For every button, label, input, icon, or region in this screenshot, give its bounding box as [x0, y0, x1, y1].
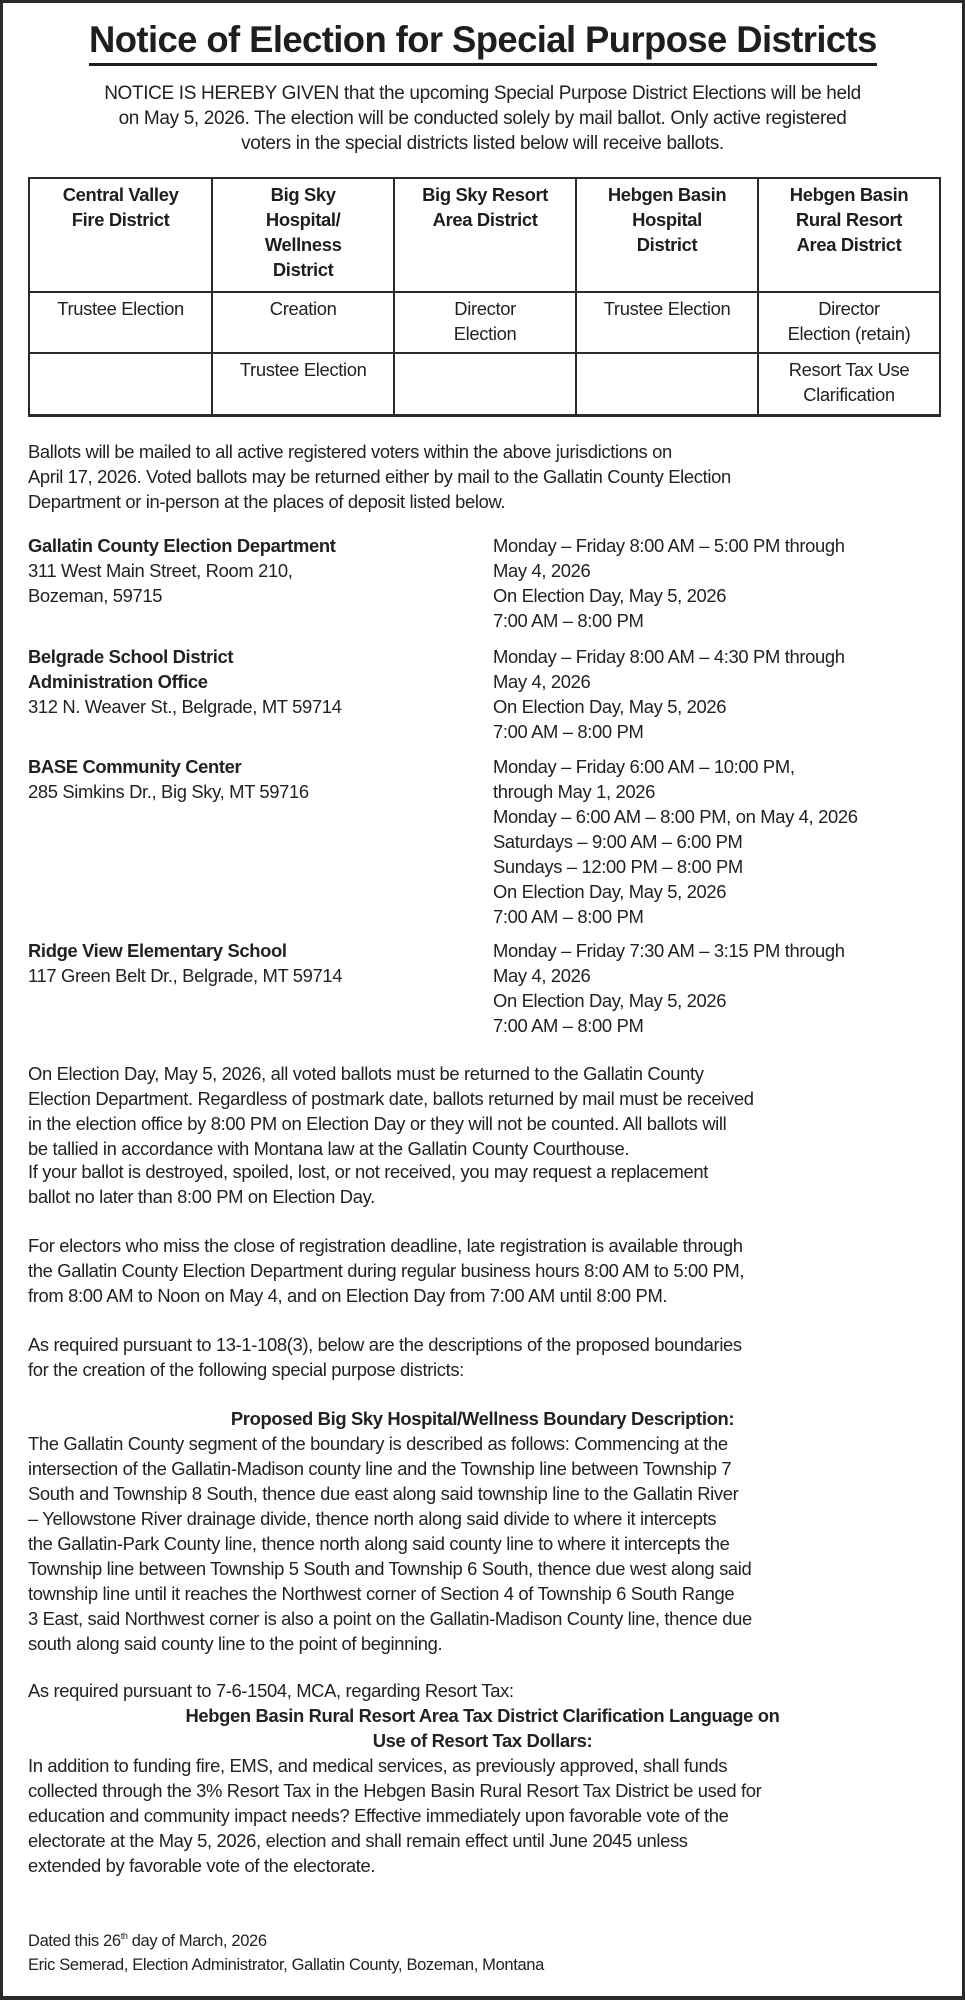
district-header-line: Area District: [432, 209, 538, 230]
ballots-line: Ballots will be mailed to all active registered voters within the above jurisdictions on: [28, 441, 672, 462]
resort-tax-heading-line: Use of Resort Tax Dollars:: [372, 1730, 593, 1751]
boundary-line: intersection of the Gallatin-Madison county line and the Township line between Township 7: [28, 1458, 732, 1479]
ballots-line: Department or in-person at the places of deposit listed below.: [28, 491, 506, 512]
boundary-heading: [3, 1406, 962, 1431]
location-hours-line: through May 1, 2026: [493, 781, 656, 802]
late-registration-paragraph: [28, 1233, 744, 1308]
location-address-block: [28, 938, 342, 988]
boundary-heading-text: Proposed Big Sky Hospital/Wellness Boundary Description:: [230, 1408, 735, 1429]
dated-ordinal: th: [120, 1931, 128, 1941]
boundaries-intro-line: As required pursuant to 13-1-108(3), below are the descriptions of the proposed boundaries: [28, 1334, 742, 1355]
boundary-line: township line until it reaches the Northwest corner of Section 4 of Township 6 South Range: [28, 1583, 735, 1604]
late-registration-line: from 8:00 AM to Noon on May 4, and on Election Day from 7:00 AM until 8:00 PM.: [28, 1285, 668, 1306]
location-hours-line: Monday – Friday 8:00 AM – 5:00 PM through: [493, 535, 845, 556]
dated-suffix: day of March, 2026: [127, 1932, 267, 1950]
boundary-line: The Gallatin County segment of the boundary is described as follows: Commencing at the: [28, 1433, 728, 1454]
boundary-line: Township line between Township 5 South and Township 6 South, thence due west along said: [28, 1558, 752, 1579]
table-row: [29, 353, 940, 415]
resort-tax-line: education and community impact needs? Effective immediately upon favorable vote of the: [28, 1805, 729, 1826]
election-type-cell: [394, 353, 576, 415]
location-hours-line: May 4, 2026: [493, 965, 591, 986]
boundary-line: South and Township 8 South, thence due east along said township line to the Gallatin River: [28, 1483, 739, 1504]
election-type-cell: [758, 353, 940, 415]
election-type-line: Trustee Election: [603, 297, 731, 319]
resort-tax-line: In addition to funding fire, EMS, and medical services, as previously approved, shall funds: [28, 1755, 728, 1776]
election-day-line: On Election Day, May 5, 2026, all voted ballots must be returned to the Gallatin County: [28, 1063, 704, 1084]
location-address: 117 Green Belt Dr., Belgrade, MT 59714: [28, 965, 343, 986]
location-hours-line: Monday – Friday 8:00 AM – 4:30 PM through: [493, 646, 845, 667]
resort-tax-heading: [3, 1703, 962, 1753]
location-address-block: [28, 644, 342, 719]
election-day-line: Election Department. Regardless of postmark date, ballots returned by mail must be received: [28, 1088, 754, 1109]
district-header-line: Big Sky Resort: [422, 184, 549, 205]
district-header-line: Hospital: [632, 209, 702, 230]
dated-prefix: Dated this 26: [28, 1932, 121, 1950]
boundary-line: – Yellowstone River drainage divide, thence north along said divide to where it intercepts: [28, 1508, 717, 1529]
replacement-line: If your ballot is destroyed, spoiled, lost, or not received, you may request a replacement: [28, 1161, 708, 1182]
intro-paragraph: [3, 81, 962, 156]
district-header-line: Hebgen Basin: [789, 184, 909, 205]
location-name: Gallatin County Election Department: [28, 535, 336, 556]
location-hours-line: Monday – Friday 7:30 AM – 3:15 PM through: [493, 940, 845, 961]
district-header-line: Fire District: [71, 209, 170, 230]
location-hours-line: 7:00 AM – 8:00 PM: [493, 906, 644, 927]
location-hours-block: [493, 533, 845, 633]
district-header: [758, 178, 940, 292]
late-registration-line: the Gallatin County Election Department during regular business hours 8:00 AM to 5:00 PM,: [28, 1260, 745, 1281]
boundary-line: south along said county line to the point of beginning.: [28, 1633, 443, 1654]
district-header-line: Hebgen Basin: [607, 184, 727, 205]
replacement-paragraph: [28, 1159, 708, 1209]
election-day-paragraph: [28, 1061, 754, 1161]
signature-line: Eric Semerad, Election Administrator, Gallatin County, Bozeman, Montana: [28, 1956, 544, 1974]
boundaries-intro-paragraph: [28, 1332, 742, 1382]
replacement-line: ballot no later than 8:00 PM on Election Day.: [28, 1186, 375, 1207]
location-address: Bozeman, 59715: [28, 585, 163, 606]
election-type-line: Director: [454, 297, 516, 319]
location-address: 285 Simkins Dr., Big Sky, MT 59716: [28, 781, 309, 802]
location-name: BASE Community Center: [28, 756, 242, 777]
district-header-line: Rural Resort: [795, 209, 903, 230]
location-hours-line: On Election Day, May 5, 2026: [493, 881, 727, 902]
election-type-line: Creation: [269, 297, 337, 319]
ballots-paragraph: [28, 439, 731, 514]
election-type-cell: [576, 353, 758, 415]
location-hours-line: On Election Day, May 5, 2026: [493, 990, 727, 1011]
notice-title-text: Notice of Election for Special Purpose Districts: [89, 17, 877, 66]
location-hours-line: On Election Day, May 5, 2026: [493, 585, 727, 606]
district-header-line: Area District: [796, 234, 902, 255]
resort-tax-heading-line: Hebgen Basin Rural Resort Area Tax District Clarification Language on: [185, 1705, 780, 1726]
resort-tax-line: collected through the 3% Resort Tax in the Hebgen Basin Rural Resort Tax District be used for: [28, 1780, 762, 1801]
intro-line: on May 5, 2026. The election will be conducted solely by mail ballot. Only active registered: [118, 108, 847, 129]
election-day-line: in the election office by 8:00 PM on Election Day or they will not be counted. All ballots will: [28, 1113, 727, 1134]
location-hours-line: Saturdays – 9:00 AM – 6:00 PM: [493, 831, 743, 852]
district-header-line: Wellness: [264, 234, 342, 255]
districts-table: [28, 177, 941, 417]
election-type-cell: [576, 292, 758, 354]
intro-line: NOTICE IS HEREBY GIVEN that the upcoming Special Purpose District Elections will be held: [104, 83, 861, 104]
location-hours-line: 7:00 AM – 8:00 PM: [493, 721, 644, 742]
district-header-line: Big Sky: [270, 184, 336, 205]
location-hours-line: On Election Day, May 5, 2026: [493, 696, 727, 717]
boundaries-intro-line: for the creation of the following special purpose districts:: [28, 1359, 464, 1380]
district-header-line: District: [636, 234, 698, 255]
table-header-row: [29, 178, 940, 292]
district-header-line: Hospital/: [265, 209, 341, 230]
election-type-line: Election (retain): [787, 322, 911, 344]
election-type-line: Resort Tax Use: [788, 359, 910, 381]
location-name: Ridge View Elementary School: [28, 940, 287, 961]
location-hours-line: Monday – Friday 6:00 AM – 10:00 PM,: [493, 756, 795, 777]
election-type-line: Election: [453, 322, 517, 344]
resort-tax-paragraph: [28, 1753, 761, 1878]
election-type-cell: [758, 292, 940, 354]
notice-title: [3, 17, 962, 66]
location-hours-line: 7:00 AM – 8:00 PM: [493, 1015, 644, 1036]
location-hours-block: [493, 644, 845, 744]
location-name: Administration Office: [28, 671, 208, 692]
district-header: [29, 178, 212, 292]
location-hours-block: [493, 938, 845, 1038]
boundary-description: [28, 1431, 752, 1656]
location-hours-line: Sundays – 12:00 PM – 8:00 PM: [493, 856, 743, 877]
location-address-block: [28, 533, 336, 608]
location-address: 311 West Main Street, Room 210,: [28, 560, 293, 581]
resort-tax-line: extended by favorable vote of the electorate.: [28, 1855, 376, 1876]
location-name: Belgrade School District: [28, 646, 234, 667]
election-type-line: Director: [818, 297, 880, 319]
resort-tax-intro-text: As required pursuant to 7-6-1504, MCA, regarding Resort Tax:: [28, 1680, 514, 1701]
election-type-cell: [212, 353, 394, 415]
boundary-line: the Gallatin-Park County line, thence north along said county line to where it intercepts the: [28, 1533, 730, 1554]
district-header: [394, 178, 576, 292]
resort-tax-intro: [28, 1678, 514, 1703]
election-type-cell: [29, 292, 212, 354]
election-day-line: be tallied in accordance with Montana law at the Gallatin County Courthouse.: [28, 1138, 630, 1159]
district-header: [212, 178, 394, 292]
election-type-cell: [29, 353, 212, 415]
election-type-line: Clarification: [803, 384, 895, 406]
ballots-line: April 17, 2026. Voted ballots may be returned either by mail to the Gallatin County Election: [28, 466, 731, 487]
location-hours-block: [493, 754, 858, 929]
election-type-cell: [212, 292, 394, 354]
election-type-line: Trustee Election: [57, 297, 184, 319]
location-hours-line: May 4, 2026: [493, 560, 591, 581]
boundary-line: 3 East, said Northwest corner is also a point on the Gallatin-Madison County line, thence due: [28, 1608, 752, 1629]
district-header-line: District: [272, 259, 334, 280]
district-header-line: Central Valley: [62, 184, 179, 205]
location-address-block: [28, 754, 309, 804]
location-hours-line: May 4, 2026: [493, 671, 591, 692]
resort-tax-line: electorate at the May 5, 2026, election and shall remain effect until June 2045 unless: [28, 1830, 688, 1851]
late-registration-line: For electors who miss the close of registration deadline, late registration is available through: [28, 1235, 743, 1256]
intro-line: voters in the special districts listed below will receive ballots.: [241, 133, 724, 154]
location-hours-line: 7:00 AM – 8:00 PM: [493, 610, 644, 631]
location-address: 312 N. Weaver St., Belgrade, MT 59714: [28, 696, 342, 717]
table-row: [29, 292, 940, 354]
dated-line: [28, 1929, 544, 1977]
election-type-line: Trustee Election: [239, 359, 367, 381]
election-type-cell: [394, 292, 576, 354]
location-hours-line: Monday – 6:00 AM – 8:00 PM, on May 4, 2026: [493, 806, 858, 827]
district-header: [576, 178, 758, 292]
